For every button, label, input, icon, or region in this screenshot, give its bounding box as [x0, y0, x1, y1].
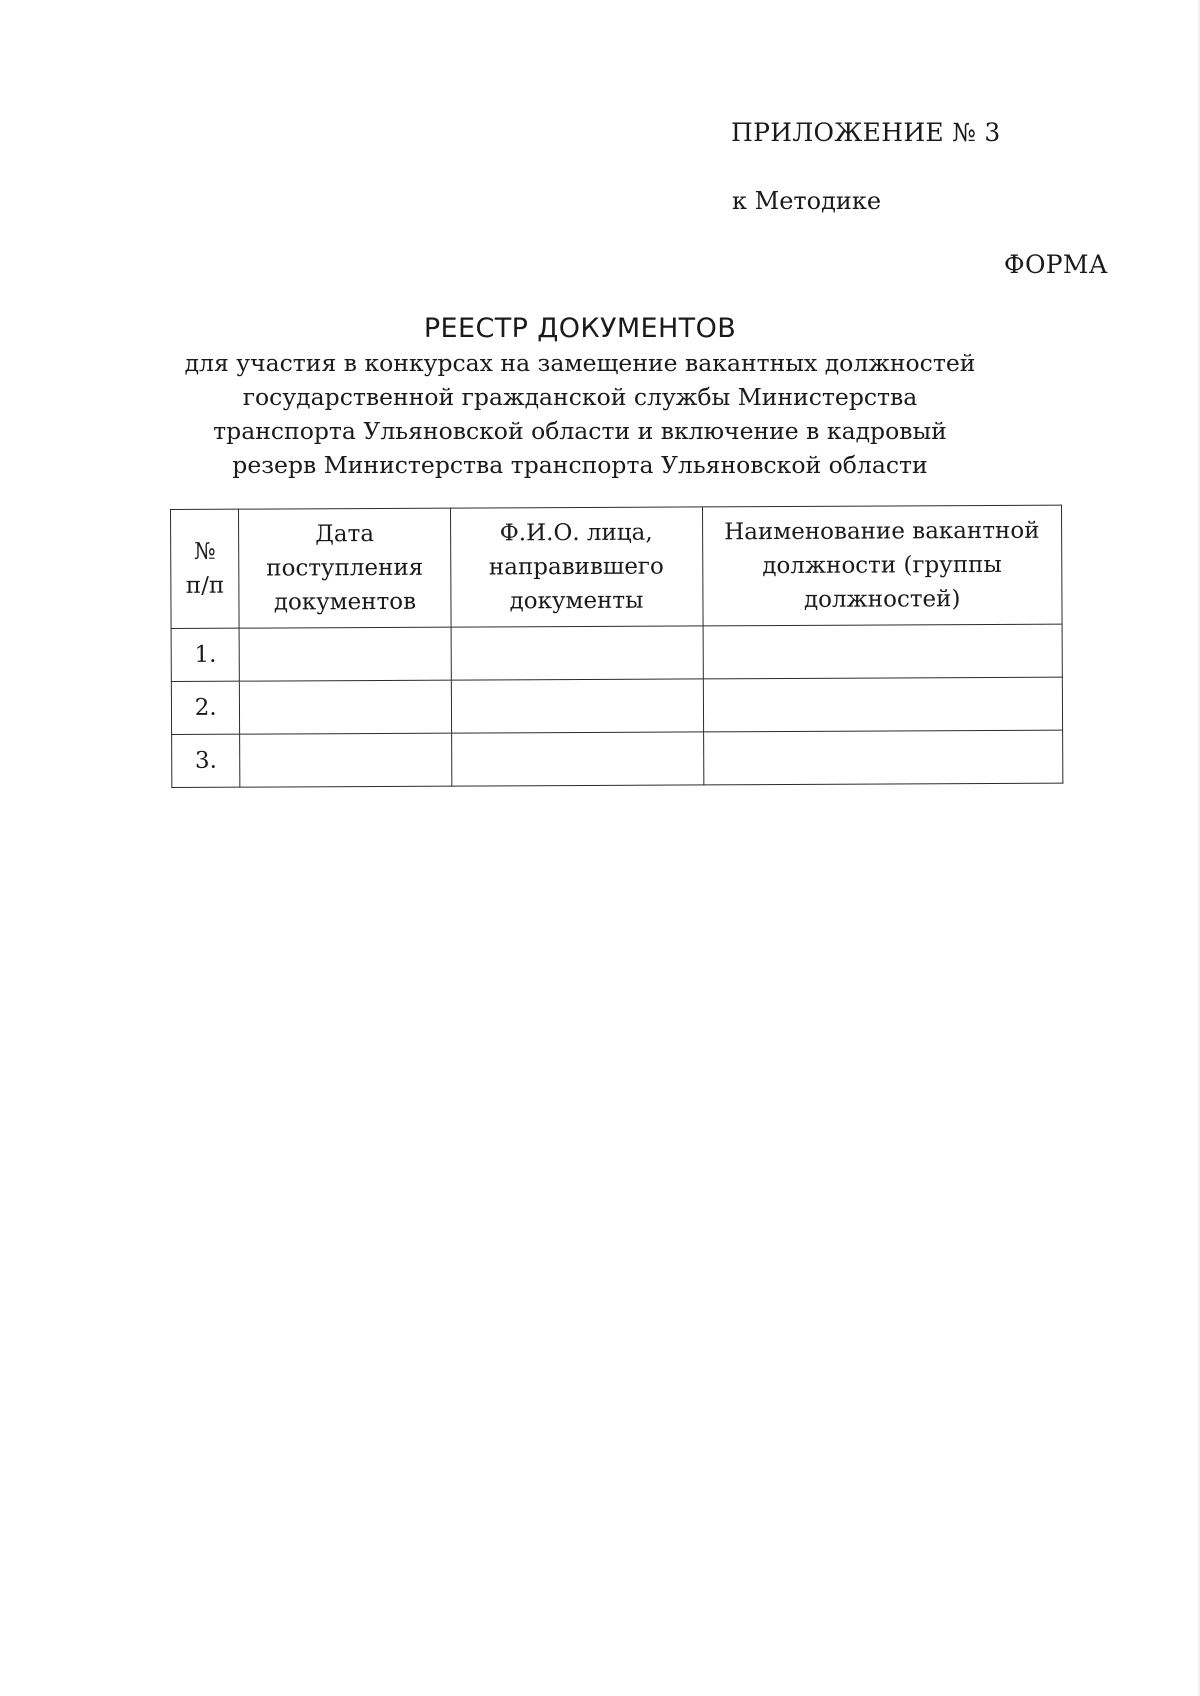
subtitle-line-2: государственной гражданской службы Министерства [242, 383, 918, 411]
column-header-number-text: № п/п [185, 538, 225, 599]
column-header-vacant-position [702, 505, 1062, 626]
vacant-position-cell [703, 677, 1063, 732]
methodology-reference: к Методике [732, 187, 882, 215]
row-number-cell: 1. [171, 628, 240, 681]
subtitle-line-3: транспорта Ульяновской области и включение в кадровый [213, 417, 947, 445]
table-body [171, 624, 1063, 787]
receipt-date-cell [239, 627, 450, 681]
vacant-position-cell [703, 730, 1063, 785]
sender-name-cell [451, 679, 703, 733]
row-number-cell: 3. [172, 734, 241, 787]
column-header-sender-name-text: Ф.И.О. лица, направившего документы [488, 519, 664, 615]
vacant-position-cell [703, 624, 1063, 679]
sender-name-cell [451, 732, 703, 786]
register-table [170, 505, 1063, 788]
title-block [160, 312, 1120, 482]
receipt-date-cell [240, 733, 451, 787]
appendix-heading: ПРИЛОЖЕНИЕ № 3 [731, 118, 1001, 147]
subtitle-line-1: для участия в конкурсах на замещение вакантных должностей [184, 349, 976, 377]
column-header-receipt-date [239, 508, 451, 628]
document-title: РЕЕСТР ДОКУМЕНТОВ [423, 313, 737, 344]
receipt-date-cell [240, 680, 451, 734]
column-header-sender-name [450, 507, 702, 627]
table-header [171, 505, 1063, 628]
column-header-vacant-position-text: Наименование вакантной должности (группы должностей) [724, 517, 1040, 613]
row-number-cell: 2. [171, 681, 240, 734]
column-header-receipt-date-text: Дата поступления документов [266, 521, 424, 616]
table-row [171, 624, 1062, 681]
subtitle-line-4: резерв Министерства транспорта Ульяновской области [232, 451, 928, 479]
table-row [172, 730, 1063, 787]
sender-name-cell [451, 626, 703, 680]
column-header-number [171, 509, 240, 628]
table-header-row [171, 505, 1063, 628]
form-label: ФОРМА [1003, 250, 1108, 279]
table-row [171, 677, 1062, 734]
